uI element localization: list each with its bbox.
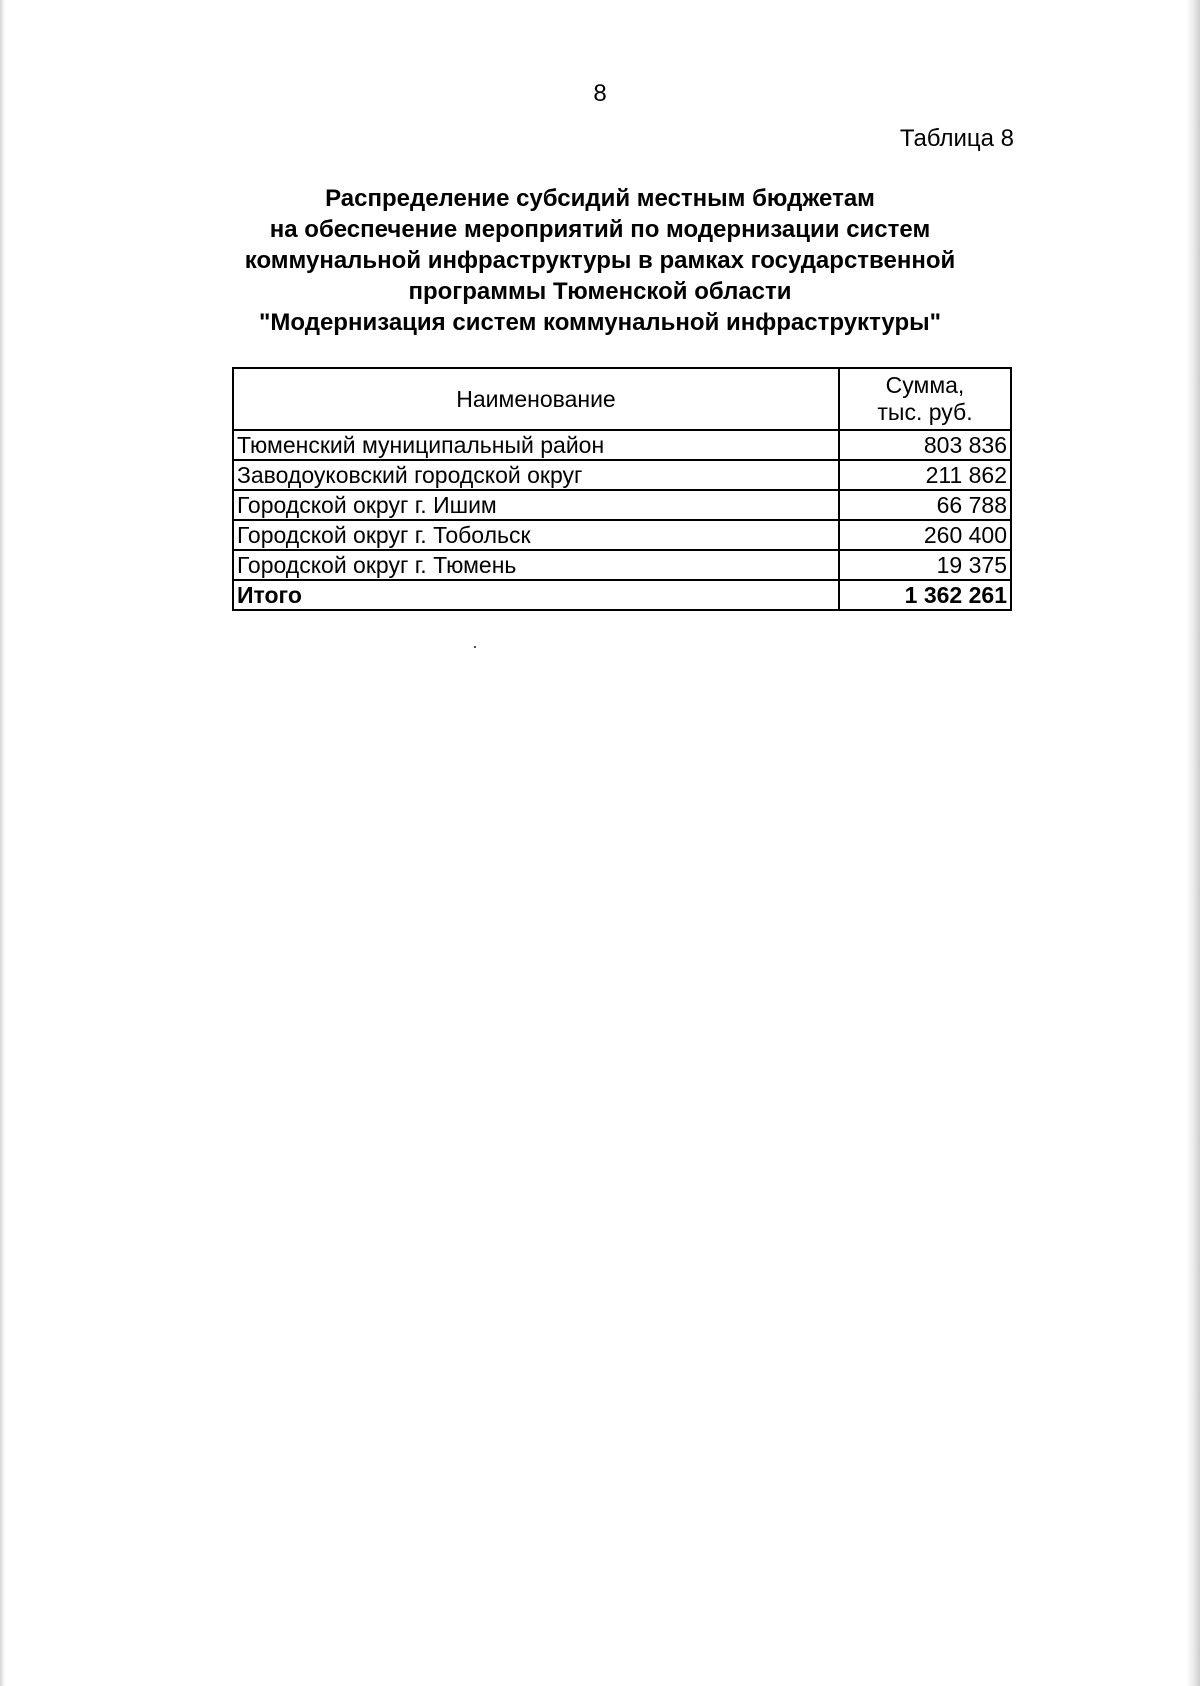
document-title xyxy=(200,183,1000,338)
row-sum: 66 788 xyxy=(839,490,1011,520)
total-sum: 1 362 261 xyxy=(839,580,1011,610)
table-total-row xyxy=(233,580,1011,610)
row-sum: 211 862 xyxy=(839,460,1011,490)
header-sum-line-1: Сумма, xyxy=(885,372,965,398)
title-line-4: программы Тюменской области xyxy=(408,278,792,305)
header-sum xyxy=(839,368,1011,430)
table-header-row xyxy=(233,368,1011,430)
table-row xyxy=(233,550,1011,580)
header-name: Наименование xyxy=(233,368,839,430)
title-line-5: "Модернизация систем коммунальной инфраструктуры" xyxy=(259,309,941,336)
row-name: Городской округ г. Тюмень xyxy=(233,550,839,580)
row-sum: 803 836 xyxy=(839,430,1011,460)
total-name: Итого xyxy=(233,580,839,610)
scan-edge-left xyxy=(0,0,6,1686)
row-name: Заводоуковский городской округ xyxy=(233,460,839,490)
table-label: Таблица 8 xyxy=(899,125,1014,152)
page-number: 8 xyxy=(593,80,607,107)
header-sum-line-2: тыс. руб. xyxy=(877,399,973,425)
subsidy-table xyxy=(232,367,1012,611)
title-line-2: на обеспечение мероприятий по модернизации систем xyxy=(269,216,931,243)
title-line-1: Распределение субсидий местным бюджетам xyxy=(325,185,875,212)
row-sum: 260 400 xyxy=(839,520,1011,550)
row-name: Городской округ г. Тобольск xyxy=(233,520,839,550)
scan-edge-right xyxy=(1186,0,1200,1686)
title-line-3: коммунальной инфраструктуры в рамках государственной xyxy=(244,247,956,274)
row-sum: 19 375 xyxy=(839,550,1011,580)
row-name: Тюменский муниципальный район xyxy=(233,430,839,460)
row-name: Городской округ г. Ишим xyxy=(233,490,839,520)
scan-speck xyxy=(474,646,476,648)
table-row xyxy=(233,520,1011,550)
table-row xyxy=(233,430,1011,460)
table-row xyxy=(233,490,1011,520)
table-row xyxy=(233,460,1011,490)
